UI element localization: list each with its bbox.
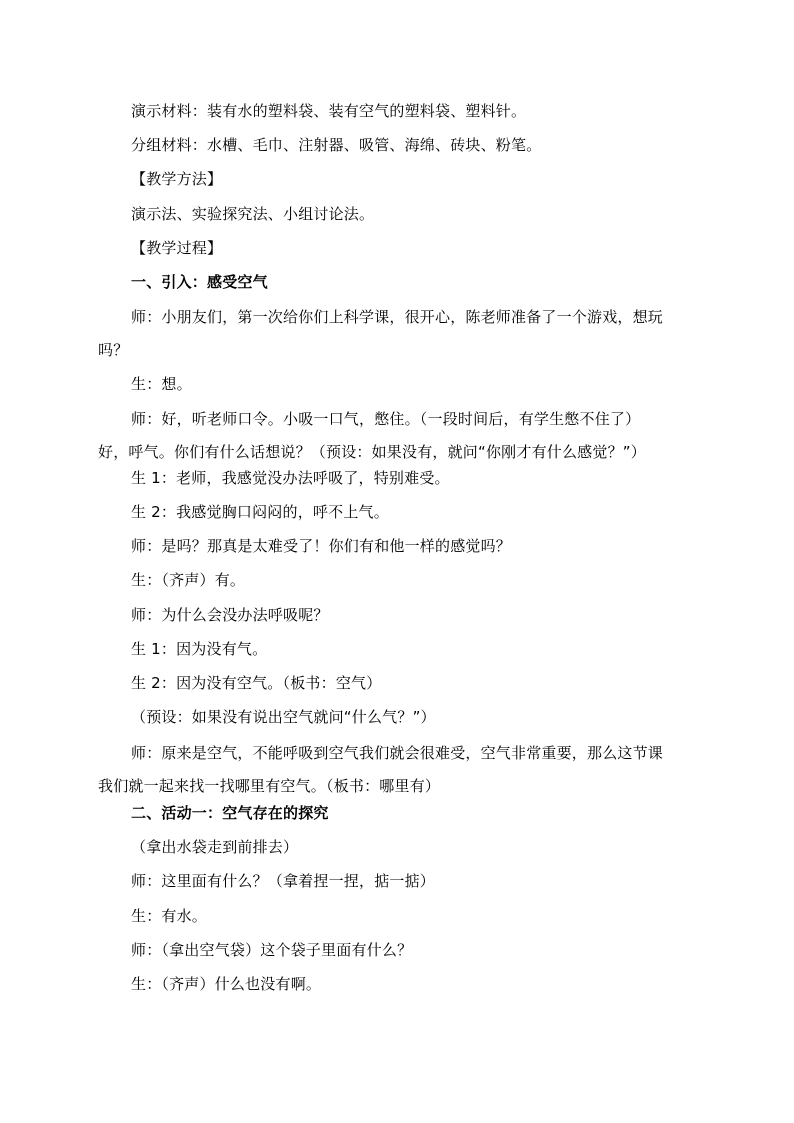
paragraph-student2-feel: 生 2：我感觉胸口闷闷的，呼不上气。 xyxy=(131,503,389,521)
heading-teaching-process: 【教学过程】 xyxy=(131,239,223,257)
section-heading-activity1: 二、活动一：空气存在的探究 xyxy=(131,804,329,822)
paragraph-student1-feel: 生 1：老师，我感觉没办法呼吸了，特别难受。 xyxy=(131,469,450,487)
paragraph-teacher-same: 师：是吗？那真是太难受了！你们有和他一样的感觉吗？ xyxy=(131,537,512,555)
paragraph-student-water: 生：有水。 xyxy=(131,907,208,925)
paragraph-teacher-air-bag: 师：（拿出空气袋）这个袋子里面有什么？ xyxy=(131,941,413,959)
paragraph-methods: 演示法、实验探究法、小组讨论法。 xyxy=(131,205,375,223)
paragraph-student1-noair: 生 1：因为没有气。 xyxy=(131,640,268,658)
paragraph-demo-materials: 演示材料：装有水的塑料袋、装有空气的塑料袋、塑料针。 xyxy=(131,102,527,120)
paragraph-teacher-intro: 师：小朋友们，第一次给你们上科学课，很开心，陈老师准备了一个游戏，想玩吗？ xyxy=(98,308,664,359)
section-heading-intro: 一、引入：感受空气 xyxy=(131,273,268,291)
paragraph-preset-note: （预设：如果没有说出空气就问“什么气？”） xyxy=(131,708,436,726)
paragraph-teacher-breath: 师：好，听老师口令。小吸一口气，憋住。（一段时间后，有学生憋不住了）好，呼气。你们有什么话想说？（预设：如果没有，就问“你刚才有什么感觉？”） xyxy=(98,410,646,461)
paragraph-teacher-conclusion: 师：原来是空气，不能呼吸到空气我们就会很难受，空气非常重要，那么这节课我们就一起来找一找哪里有空气。（板书：哪里有） xyxy=(98,744,664,795)
paragraph-group-materials: 分组材料：水槽、毛巾、注射器、吸管、海绵、砖块、粉笔。 xyxy=(131,136,542,154)
paragraph-student-want: 生：想。 xyxy=(131,375,192,393)
paragraph-students-yes: 生：（齐声）有。 xyxy=(131,571,246,589)
paragraph-students-nothing: 生：（齐声）什么也没有啊。 xyxy=(131,975,322,993)
paragraph-water-bag-note: （拿出水袋走到前排去） xyxy=(131,838,299,856)
paragraph-teacher-what-inside: 师：这里面有什么？（拿着捏一捏，掂一掂） xyxy=(131,872,436,890)
paragraph-teacher-why: 师：为什么会没办法呼吸呢？ xyxy=(131,606,329,624)
paragraph-student2-noair: 生 2：因为没有空气。（板书：空气） xyxy=(131,674,382,692)
heading-teaching-methods: 【教学方法】 xyxy=(131,170,223,188)
